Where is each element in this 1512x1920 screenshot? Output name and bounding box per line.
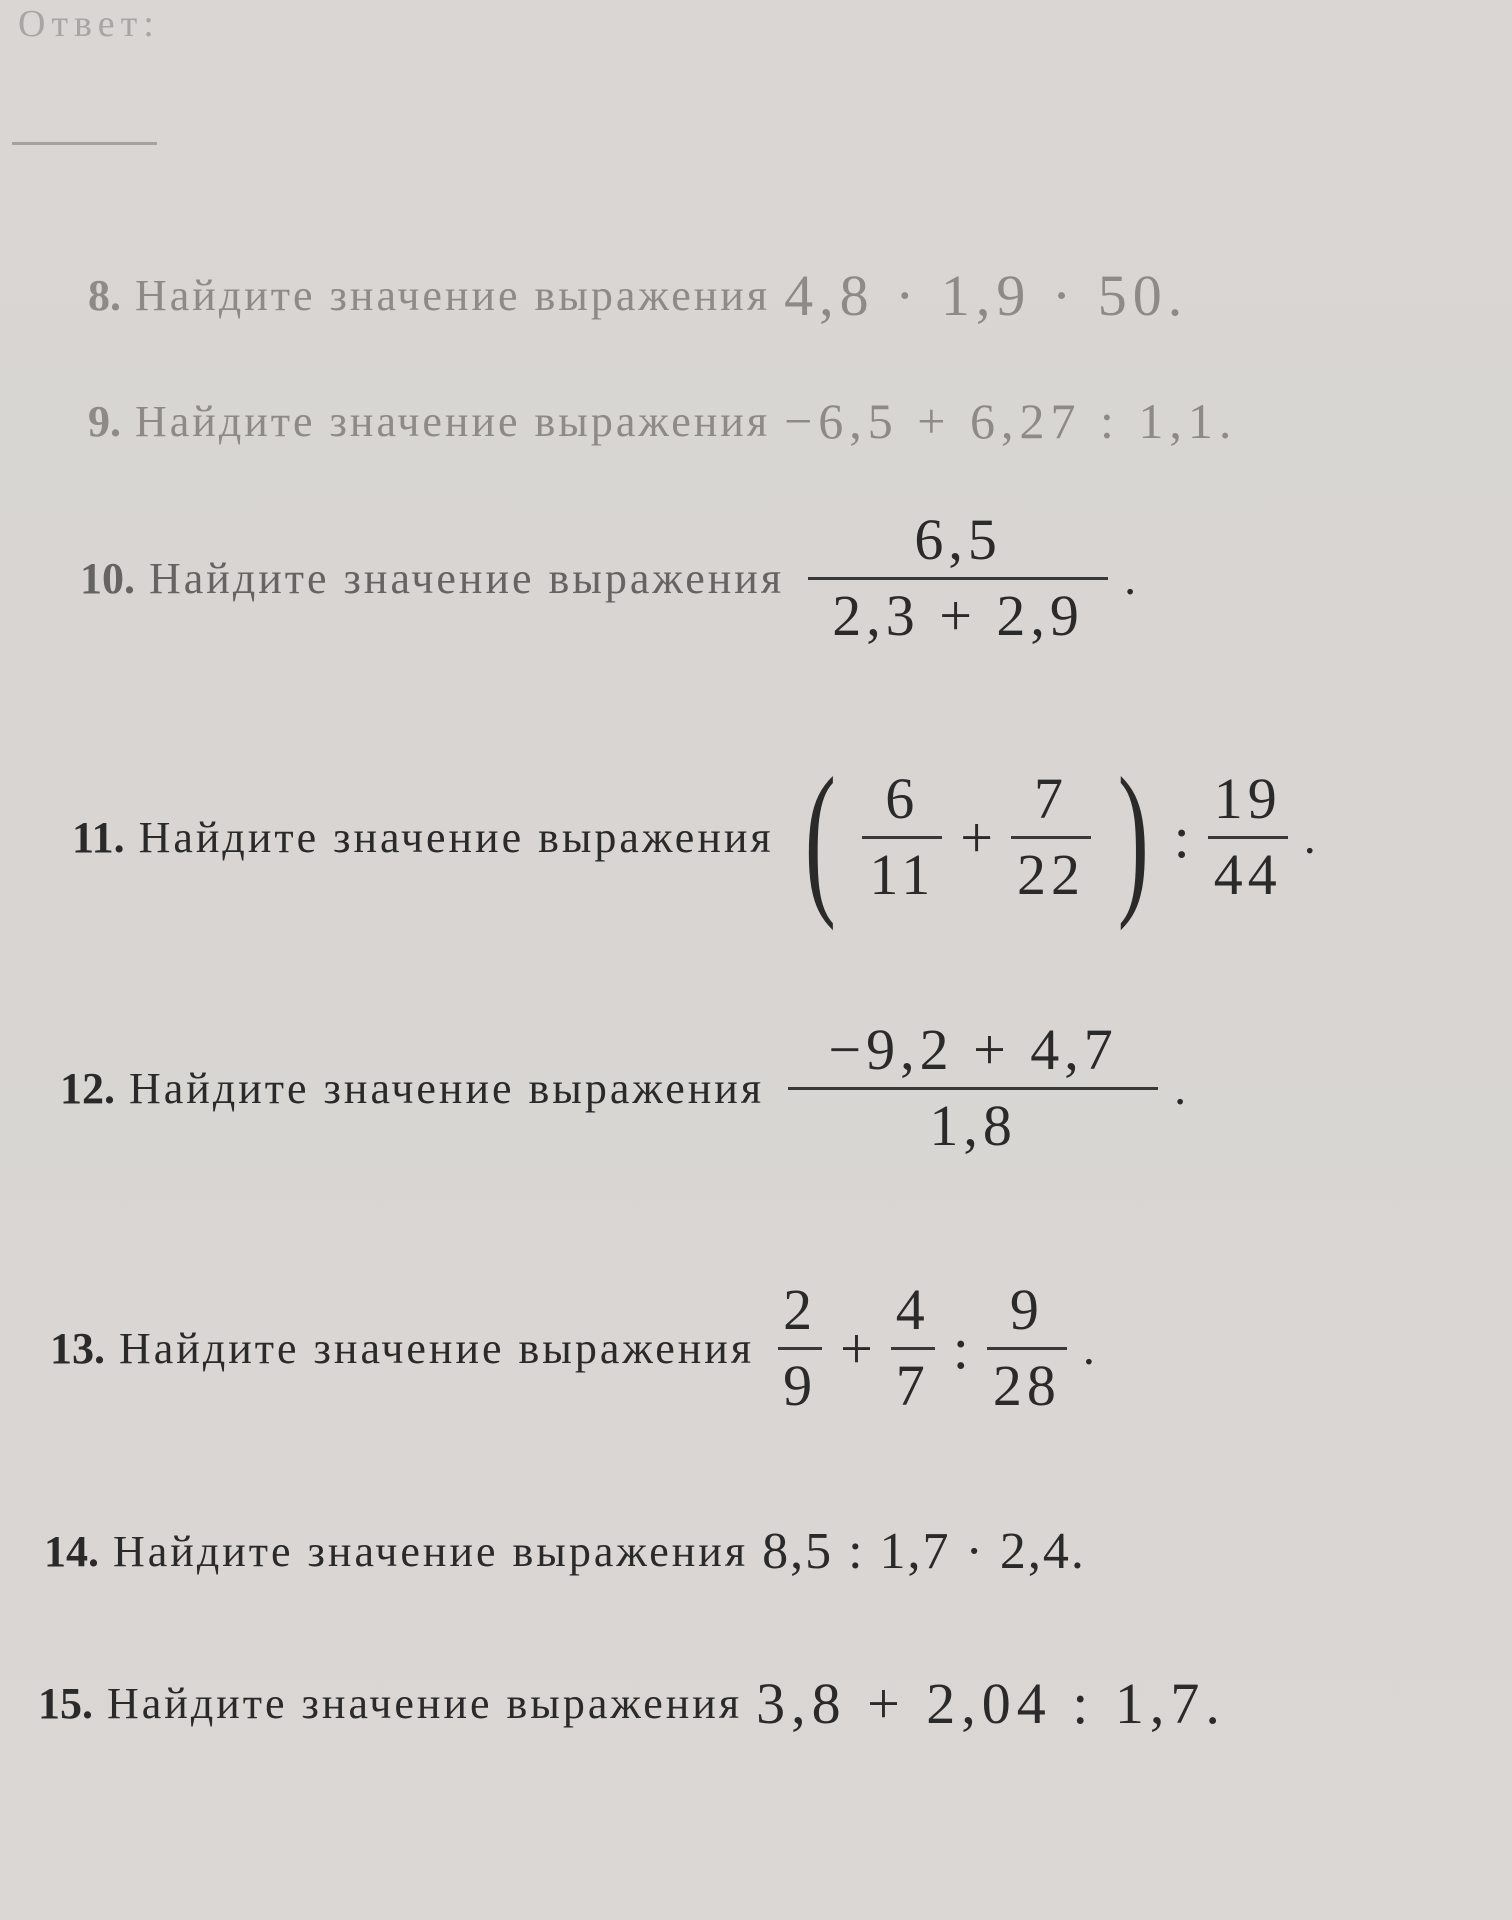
- task-number: 11.: [72, 812, 125, 862]
- fraction-bar: [778, 1347, 822, 1350]
- task-number: 15.: [38, 1679, 93, 1728]
- task-text: Найдите значение выражения: [135, 396, 771, 446]
- fraction-bar: [862, 836, 942, 839]
- right-paren: ): [1117, 743, 1149, 931]
- fraction-denominator: 7: [895, 1352, 930, 1418]
- task-10: [80, 507, 1137, 648]
- task-expression: −6,5 + 6,27 : 1,1.: [784, 393, 1238, 449]
- fraction-denominator: 9: [783, 1352, 818, 1418]
- task-8: [88, 262, 1188, 329]
- task-expression: 8,5 : 1,7 · 2,4.: [762, 1523, 1086, 1580]
- fraction-bar: [891, 1347, 935, 1350]
- fraction-bar: [987, 1347, 1067, 1350]
- task-text: Найдите значение выражения: [129, 1063, 765, 1113]
- fraction-denominator: 22: [1017, 841, 1085, 907]
- fraction-denominator: 44: [1213, 841, 1282, 907]
- fraction-numerator: 6: [885, 765, 920, 831]
- fraction-denominator: 2,3 + 2,9: [832, 582, 1084, 648]
- operator-plus: +: [840, 1315, 873, 1381]
- task-text: Найдите значение выражения: [138, 812, 774, 862]
- task-number: 8.: [88, 271, 121, 320]
- task-15: [38, 1670, 1226, 1737]
- fraction-numerator: −9,2 + 4,7: [828, 1017, 1118, 1082]
- fraction: [808, 507, 1108, 648]
- task-number: 14.: [44, 1527, 99, 1576]
- end-dot: .: [1124, 551, 1137, 605]
- task-14: [44, 1522, 1086, 1581]
- fraction-denominator: 11: [869, 841, 936, 907]
- operator-plus: +: [960, 804, 993, 870]
- fraction-denominator: 1,8: [929, 1092, 1017, 1158]
- task-number: 9.: [88, 396, 121, 446]
- task-text: Найдите значение выражения: [135, 271, 771, 320]
- end-dot: .: [1082, 1321, 1095, 1375]
- task-13: [50, 1277, 1095, 1418]
- fraction-numerator: 19: [1213, 765, 1282, 831]
- fraction-numerator: 2: [783, 1277, 818, 1342]
- task-number: 10.: [80, 553, 135, 603]
- task-11: [72, 743, 1316, 931]
- fraction-bar: [788, 1087, 1158, 1090]
- fraction: [788, 1017, 1158, 1158]
- operator-divide: :: [952, 1315, 969, 1381]
- fraction-numerator: 4: [895, 1277, 930, 1342]
- task-9: [88, 392, 1237, 450]
- end-dot: .: [1174, 1061, 1187, 1115]
- task-expression: 4,8 · 1,9 · 50.: [784, 263, 1189, 328]
- fraction-1: [862, 765, 942, 907]
- fraction-bar: [1011, 836, 1091, 839]
- fraction-3: [987, 1277, 1067, 1418]
- fraction-3: [1208, 765, 1288, 907]
- answer-line: [12, 142, 157, 145]
- fraction-2: [891, 1277, 935, 1418]
- fraction-numerator: 9: [1009, 1277, 1044, 1342]
- operator-divide: :: [1173, 804, 1190, 870]
- task-text: Найдите значение выражения: [149, 553, 785, 603]
- fraction-denominator: 28: [992, 1352, 1061, 1418]
- task-text: Найдите значение выражения: [107, 1679, 743, 1728]
- fraction-2: [1011, 765, 1091, 907]
- fraction-numerator: 7: [1034, 765, 1068, 831]
- fraction-bar: [808, 577, 1108, 580]
- fraction-numerator: 6,5: [914, 507, 1002, 572]
- task-number: 13.: [50, 1323, 105, 1373]
- end-dot: .: [1303, 810, 1316, 864]
- task-text: Найдите значение выражения: [119, 1323, 755, 1373]
- task-number: 12.: [60, 1063, 115, 1113]
- task-text: Найдите значение выражения: [113, 1527, 749, 1576]
- task-12: [60, 1017, 1187, 1158]
- answer-label: Ответ:: [18, 3, 160, 45]
- left-paren: (: [804, 743, 836, 931]
- fraction-1: [778, 1277, 822, 1418]
- task-expression: 3,8 + 2,04 : 1,7.: [756, 1671, 1226, 1736]
- fraction-bar: [1208, 836, 1288, 839]
